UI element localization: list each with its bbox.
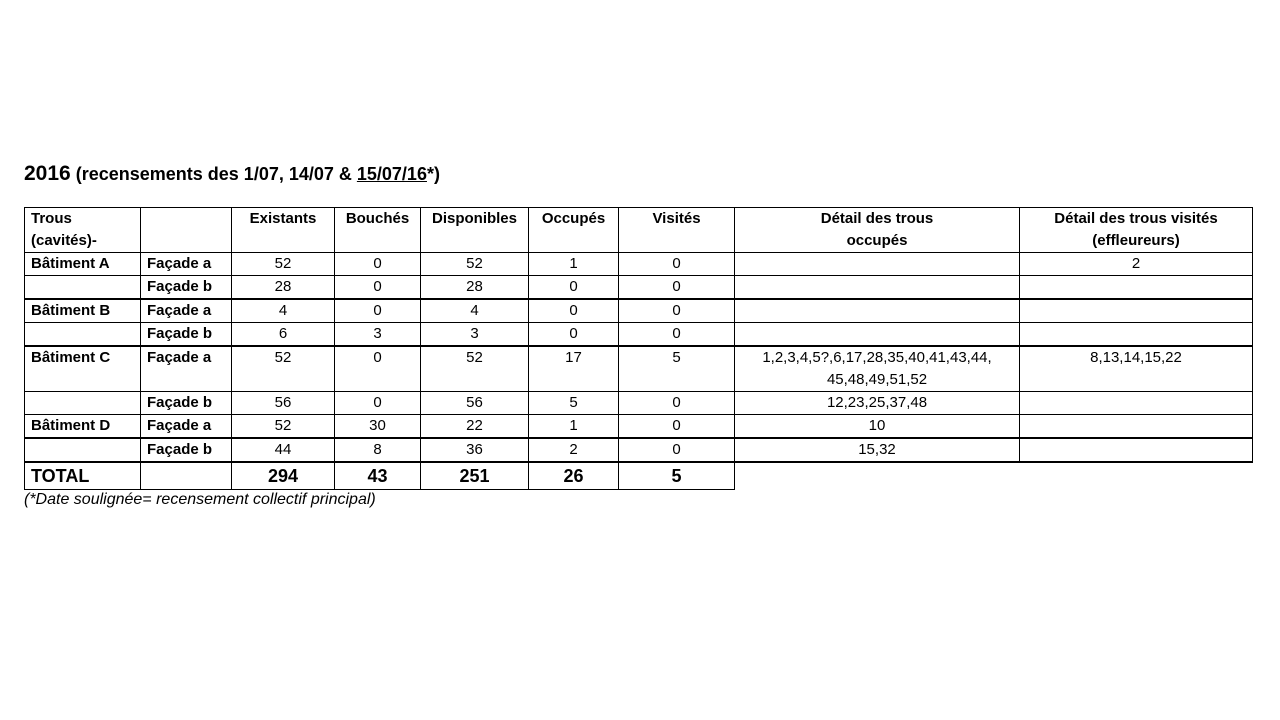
cell-bouches: 8: [335, 438, 421, 462]
table-row: [25, 323, 1253, 347]
total-occupes: 26: [529, 462, 619, 490]
cell-bouches: 0: [335, 253, 421, 276]
cell-occupes: 0: [529, 299, 619, 323]
cell-facade: Façade b: [141, 438, 232, 462]
title-prefix: (recensements des 1/07, 14/07 &: [70, 164, 357, 184]
cell-visites: 0: [619, 323, 735, 347]
cell-batiment: [25, 276, 141, 300]
cell-visites: 0: [619, 438, 735, 462]
cell-detail-visites: 2: [1020, 253, 1253, 276]
table-header-row: [25, 208, 1253, 253]
cell-existants: 28: [232, 276, 335, 300]
cell-disponibles: 52: [421, 253, 529, 276]
cell-detail-visites: [1020, 276, 1253, 300]
cell-visites: 0: [619, 415, 735, 439]
cell-visites: 5: [619, 346, 735, 392]
header-bouches: Bouchés: [335, 208, 421, 253]
cell-disponibles: 56: [421, 392, 529, 415]
table-row: [25, 392, 1253, 415]
cell-existants: 56: [232, 392, 335, 415]
title-suffix: *): [426, 164, 440, 184]
cell-visites: 0: [619, 299, 735, 323]
cell-facade: Façade a: [141, 346, 232, 392]
table-row: [25, 253, 1253, 276]
cell-bouches: 0: [335, 276, 421, 300]
cell-facade: Façade b: [141, 392, 232, 415]
cell-facade: Façade b: [141, 323, 232, 347]
header-detail-occupes: Détail des trous occupés: [735, 208, 1020, 253]
cell-disponibles: 52: [421, 346, 529, 392]
cell-bouches: 0: [335, 299, 421, 323]
total-bouches: 43: [335, 462, 421, 490]
total-blank-area: [735, 462, 1253, 490]
cell-detail-visites: [1020, 299, 1253, 323]
cell-occupes: 0: [529, 276, 619, 300]
cell-detail-visites: [1020, 323, 1253, 347]
cell-visites: 0: [619, 276, 735, 300]
total-existants: 294: [232, 462, 335, 490]
cell-detail-visites: [1020, 392, 1253, 415]
cell-occupes: 0: [529, 323, 619, 347]
cell-batiment: Bâtiment B: [25, 299, 141, 323]
cell-facade: Façade a: [141, 299, 232, 323]
cell-detail-visites: 8,13,14,15,22: [1020, 346, 1253, 392]
header-existants: Existants: [232, 208, 335, 253]
total-empty-cell: [141, 462, 232, 490]
table-total-row: [25, 462, 1253, 490]
cell-disponibles: 3: [421, 323, 529, 347]
header-disponibles: Disponibles: [421, 208, 529, 253]
cell-facade: Façade b: [141, 276, 232, 300]
cell-facade: Façade a: [141, 253, 232, 276]
table-row: [25, 346, 1253, 392]
document-title: [24, 162, 440, 186]
header-occupes: Occupés: [529, 208, 619, 253]
cell-disponibles: 4: [421, 299, 529, 323]
header-detail-visites: Détail des trous visités (effleureurs): [1020, 208, 1253, 253]
cell-batiment: [25, 438, 141, 462]
cell-bouches: 30: [335, 415, 421, 439]
cell-detail-occupes: 12,23,25,37,48: [735, 392, 1020, 415]
cell-occupes: 2: [529, 438, 619, 462]
footnote: (*Date soulignée= recensement collectif principal): [24, 491, 376, 508]
cell-bouches: 3: [335, 323, 421, 347]
header-empty: [141, 208, 232, 253]
total-disponibles: 251: [421, 462, 529, 490]
total-visites: 5: [619, 462, 735, 490]
table-row: [25, 276, 1253, 300]
header-trous: Trous (cavités)-: [25, 208, 141, 253]
cell-existants: 4: [232, 299, 335, 323]
title-underlined-date: 15/07/16: [356, 164, 427, 184]
cell-visites: 0: [619, 253, 735, 276]
cell-bouches: 0: [335, 346, 421, 392]
cell-bouches: 0: [335, 392, 421, 415]
total-label: TOTAL: [25, 462, 141, 490]
table-row: [25, 438, 1253, 462]
cell-detail-occupes: 10: [735, 415, 1020, 439]
cell-detail-occupes: [735, 323, 1020, 347]
cell-occupes: 1: [529, 415, 619, 439]
title-year: 2016: [24, 162, 71, 185]
cell-existants: 52: [232, 253, 335, 276]
cell-detail-occupes: [735, 253, 1020, 276]
cell-facade: Façade a: [141, 415, 232, 439]
cell-disponibles: 28: [421, 276, 529, 300]
cell-disponibles: 22: [421, 415, 529, 439]
cell-detail-occupes: [735, 276, 1020, 300]
cell-existants: 52: [232, 415, 335, 439]
cell-detail-visites: [1020, 438, 1253, 462]
table-row: [25, 299, 1253, 323]
cell-batiment: [25, 323, 141, 347]
table-row: [25, 415, 1253, 439]
cell-visites: 0: [619, 392, 735, 415]
header-visites: Visités: [619, 208, 735, 253]
cell-occupes: 17: [529, 346, 619, 392]
cell-disponibles: 36: [421, 438, 529, 462]
census-table: [24, 207, 1253, 490]
cell-batiment: Bâtiment A: [25, 253, 141, 276]
cell-detail-occupes: [735, 299, 1020, 323]
cell-existants: 6: [232, 323, 335, 347]
cell-detail-visites: [1020, 415, 1253, 439]
cell-detail-occupes: 1,2,3,4,5?,6,17,28,35,40,41,43,44, 45,48,49,51,52: [735, 346, 1020, 392]
cell-batiment: Bâtiment D: [25, 415, 141, 439]
cell-batiment: [25, 392, 141, 415]
cell-existants: 52: [232, 346, 335, 392]
cell-batiment: Bâtiment C: [25, 346, 141, 392]
cell-occupes: 1: [529, 253, 619, 276]
cell-detail-occupes: 15,32: [735, 438, 1020, 462]
cell-existants: 44: [232, 438, 335, 462]
cell-occupes: 5: [529, 392, 619, 415]
